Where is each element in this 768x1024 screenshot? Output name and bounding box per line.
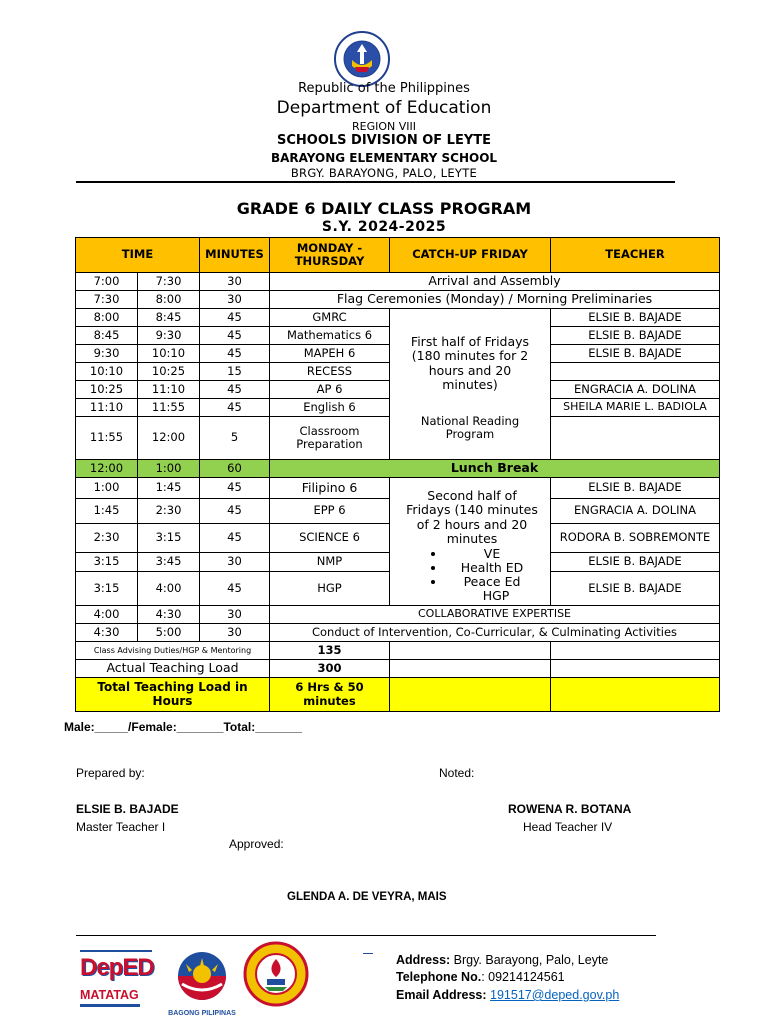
school-name: BARAYONG ELEMENTARY SCHOOL	[270, 151, 498, 165]
activity-cell: Arrival and Assembly	[270, 273, 720, 291]
table-header-row	[76, 238, 720, 273]
table-row: 11:10 11:55 45 English 6 SHEILA MARIE L. BADIOLA	[76, 399, 720, 417]
table-row: 1:00 1:45 45 Filipino 6 Second half of Fridays (140 minutes of 2 hours and 20 minutes • VE • Health ED • Peace Ed HGP ELSIE B. BAJADE	[76, 478, 720, 499]
header-time: TIME	[76, 238, 200, 273]
table-row: 10:25 11:10 45 AP 6 ENGRACIA A. DOLINA	[76, 381, 720, 399]
school-address: BRGY. BARAYONG, PALO, LEYTE	[290, 166, 478, 180]
table-row: 1:45 2:30 45 EPP 6 ENGRACIA A. DOLINA	[76, 499, 720, 524]
header-divider	[76, 181, 675, 183]
table-row: 10:10 10:25 15 RECESS	[76, 363, 720, 381]
department-text: Department of Education	[276, 98, 492, 118]
program-title: GRADE 6 DAILY CLASS PROGRAM	[236, 199, 532, 218]
table-row: 8:00 8:45 45 GMRC First half of Fridays (180 minutes for 2 hours and 20 minutes) National Reading Program ELSIE B. BAJADE	[76, 309, 720, 327]
lunch-break-cell: Lunch Break	[270, 460, 720, 478]
table-row: 2:30 3:15 45 SCIENCE 6 RODORA B. SOBREMONTE	[76, 524, 720, 553]
actual-load-row: Actual Teaching Load 300	[76, 660, 720, 678]
activity-cell: Conduct of Intervention, Co-Curricular, & Culminating Activities	[270, 624, 720, 642]
table-row: 8:45 9:30 45 Mathematics 6 ELSIE B. BAJADE	[76, 327, 720, 345]
table-row: 4:00 4:30 30 COLLABORATIVE EXPERTISE	[76, 606, 720, 624]
prepared-label: Prepared by:	[76, 766, 145, 780]
header-teacher: TEACHER	[551, 238, 720, 273]
class-program-table	[75, 237, 720, 712]
barayong-school-seal-icon	[243, 941, 309, 1007]
approved-name: GLENDA A. DE VEYRA, MAIS	[287, 891, 447, 903]
noted-name: ROWENA R. BOTANA	[508, 802, 632, 816]
friday-first-half: First half of Fridays (180 minutes for 2 hours and 20 minutes) National Reading Program	[390, 309, 551, 460]
table-row: 7:00 7:30 30 Arrival and Assembly	[76, 273, 720, 291]
republic-text: Republic of the Philippines	[298, 81, 470, 96]
table-row: 11:55 12:00 5 Classroom Preparation	[76, 417, 720, 460]
gender-count-line: Male:_____/Female:_______Total:_______	[64, 720, 302, 734]
prepared-name: ELSIE B. BAJADE	[76, 802, 179, 816]
deped-seal-icon	[333, 30, 391, 88]
noted-title: Head Teacher IV	[523, 820, 613, 834]
footer-address: Address: Brgy. Barayong, Palo, Leyte	[396, 953, 609, 967]
school-year: S.Y. 2024-2025	[321, 219, 447, 235]
total-load-row: Total Teaching Load in Hours 6 Hrs & 50 minutes	[76, 678, 720, 712]
advising-row: Class Advising Duties/HGP & Mentoring 135	[76, 642, 720, 660]
table-row: 4:30 5:00 30 Conduct of Intervention, Co-Curricular, & Culminating Activities	[76, 624, 720, 642]
logo-underline-small	[363, 953, 373, 954]
friday-second-half: Second half of Fridays (140 minutes of 2 hours and 20 minutes • VE • Health ED • Peace Ed HGP	[390, 478, 551, 606]
footer-phone: Telephone No.: 09214124561	[396, 970, 565, 984]
deped-matatag-logo: DepED MATATAG	[80, 955, 155, 1013]
lunch-row: 12:00 1:00 60 Lunch Break	[76, 460, 720, 478]
table-row: 3:15 3:45 30 NMP ELSIE B. BAJADE	[76, 553, 720, 572]
footer-email: Email Address: 191517@deped.gov.ph	[396, 988, 620, 1002]
logo-underline	[80, 950, 152, 952]
table-row: 3:15 4:00 45 HGP ELSIE B. BAJADE	[76, 572, 720, 606]
header-minutes: MINUTES	[200, 238, 270, 273]
header-mon-thu: MONDAY - THURSDAY	[270, 238, 390, 273]
friday-subject-list: • VE • Health ED • Peace Ed	[406, 547, 538, 589]
table-row: 9:30 10:10 45 MAPEH 6 ELSIE B. BAJADE	[76, 345, 720, 363]
region-text: REGION VIII	[351, 120, 416, 133]
header-friday: CATCH-UP FRIDAY	[390, 238, 551, 273]
bagong-pilipinas-icon	[168, 950, 236, 1002]
activity-cell: Flag Ceremonies (Monday) / Morning Preliminaries	[270, 291, 720, 309]
activity-cell: COLLABORATIVE EXPERTISE	[270, 606, 720, 624]
bagong-pilipinas-logo: BAGONG PILIPINAS	[168, 950, 236, 1016]
email-link[interactable]: 191517@deped.gov.ph	[490, 988, 620, 1002]
prepared-title: Master Teacher I	[76, 820, 166, 834]
footer-divider	[76, 935, 656, 936]
division-text: SCHOOLS DIVISION OF LEYTE	[276, 133, 492, 148]
approved-label: Approved:	[229, 837, 284, 851]
table-row: 7:30 8:00 30 Flag Ceremonies (Monday) / Morning Preliminaries	[76, 291, 720, 309]
noted-label: Noted:	[439, 766, 475, 780]
